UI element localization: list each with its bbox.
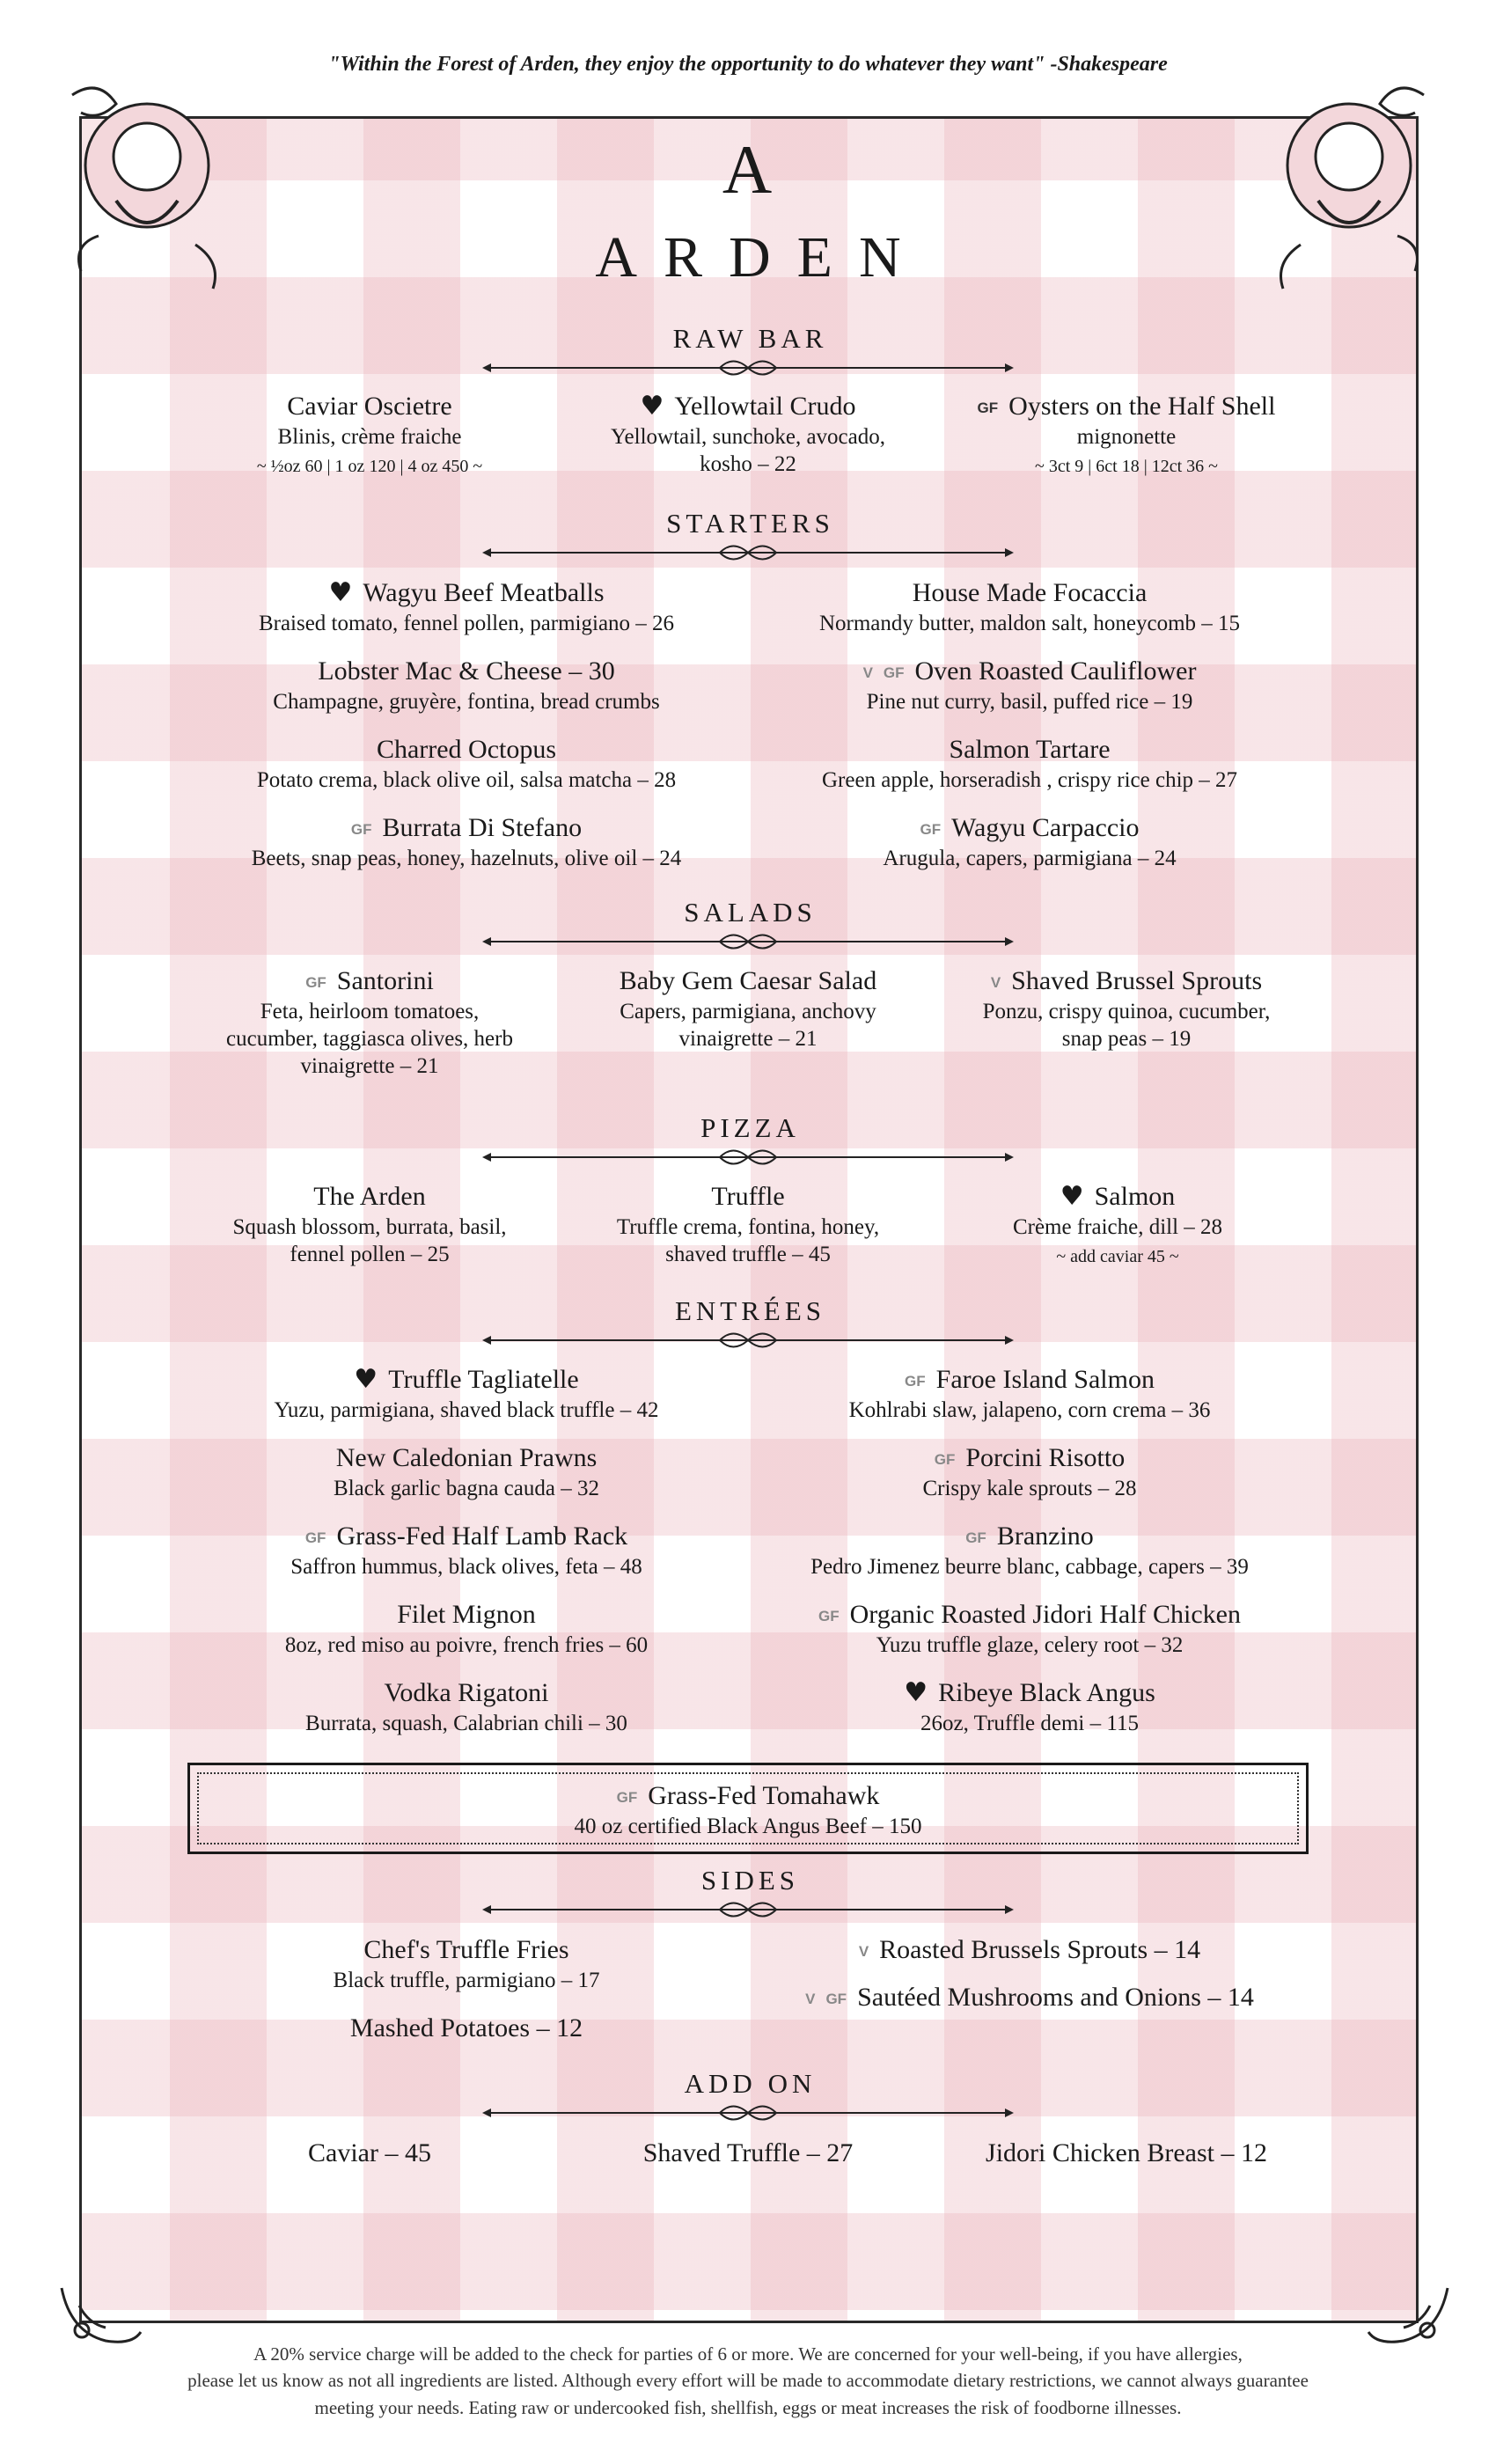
divider-flourish-icon: [482, 1144, 1014, 1170]
item-name: House Made Focaccia: [912, 578, 1148, 607]
vegetarian-badge: V: [858, 1943, 869, 1961]
shakespeare-quote: "Within the Forest of Arden, they enjoy the opportunity to do whatever they want" -Shakespeare: [328, 53, 1168, 76]
item-name: Ribeye Black Angus: [938, 1678, 1155, 1707]
item-name: Faroe Island Salmon: [935, 1365, 1155, 1394]
item-name: Organic Roasted Jidori Half Chicken: [849, 1600, 1241, 1629]
item-desc: Braised tomato, fennel pollen, parmigiano – 26: [258, 611, 675, 635]
item-price: ~ 3ct 9 | 6ct 18 | 12ct 36 ~: [1035, 456, 1218, 476]
menu-item: [739, 811, 1320, 872]
gluten-free-badge: GF: [905, 1373, 926, 1390]
menu-item: [739, 576, 1320, 637]
item-name: Shaved Truffle – 27: [642, 2138, 854, 2167]
menu-item: [757, 1981, 1302, 2014]
heart-icon: ♥: [904, 1677, 928, 1708]
footer-line: A 20% service charge will be added to the check for parties of 6 or more. We are concerned for your well-being, if you have allergies,: [253, 2343, 1243, 2365]
menu-item: [942, 1180, 1294, 1268]
menu-item: [739, 655, 1320, 715]
item-desc: 40 oz certified Black Angus Beef – 150: [574, 1814, 922, 1838]
item-name: Burrata Di Stefano: [382, 813, 583, 842]
item-name: Baby Gem Caesar Salad: [619, 966, 877, 995]
item-desc: Pine nut curry, basil, puffed rice – 19: [866, 689, 1193, 714]
item-name: Truffle: [711, 1182, 785, 1211]
item-name: Grass-Fed Tomahawk: [648, 1781, 880, 1810]
arden-logo-mark: A: [722, 131, 774, 208]
item-name: Shaved Brussel Sprouts: [1011, 966, 1263, 995]
divider-flourish-icon: [482, 539, 1014, 566]
item-desc: cucumber, taggiasca olives, herb: [226, 1026, 513, 1051]
menu-item: [194, 964, 546, 1080]
menu-item: [176, 1598, 757, 1659]
gluten-free-badge: GF: [304, 1529, 326, 1547]
menu-item: [176, 1441, 757, 1502]
item-desc: Feta, heirloom tomatoes,: [260, 999, 480, 1023]
divider-flourish-icon: [482, 1327, 1014, 1353]
menu-item: [194, 390, 546, 478]
heart-icon: ♥: [328, 577, 353, 608]
item-name: The Arden: [313, 1182, 426, 1211]
menu-item: [739, 1598, 1320, 1659]
vegetarian-badge: V: [805, 1991, 816, 2008]
item-name: Porcini Risotto: [965, 1443, 1126, 1472]
menu-item: [176, 1676, 757, 1737]
section-heading-raw-bar: RAW BAR: [672, 323, 828, 354]
gluten-free-badge: GF: [305, 974, 326, 992]
item-desc: snap peas – 19: [1061, 1026, 1192, 1051]
footer-line: meeting your needs. Eating raw or undercooked fish, shellfish, eggs or meat increases the risk of foodborne illnesses.: [314, 2396, 1182, 2418]
section-heading-starters: STARTERS: [666, 508, 834, 539]
gluten-free-badge: GF: [977, 400, 999, 417]
section-heading-pizza: PIZZA: [700, 1112, 800, 1143]
menu-item: [176, 1363, 757, 1424]
menu-item: [942, 964, 1311, 1052]
item-name: Santorini: [336, 966, 434, 995]
item-name: Chef's Truffle Fries: [363, 1935, 569, 1964]
item-desc: Beets, snap peas, honey, hazelnuts, olive oil – 24: [251, 846, 682, 870]
menu-item: [739, 1676, 1320, 1737]
item-desc: Squash blossom, burrata, basil,: [232, 1214, 507, 1239]
gluten-free-badge: GF: [920, 821, 942, 839]
menu-item: [572, 1180, 924, 1268]
footer-line: please let us know as not all ingredients are listed. Although every effort will be made to accommodate dietary restrictions, we cannot always guarantee: [187, 2370, 1309, 2392]
section-heading-add-on: ADD ON: [684, 2068, 817, 2099]
item-name: Charred Octopus: [376, 735, 557, 764]
item-desc: shaved truffle – 45: [665, 1242, 831, 1266]
menu-item: [572, 390, 924, 478]
item-desc: 8oz, red miso au poivre, french fries – 60: [284, 1632, 649, 1657]
item-desc: mignonette: [1076, 424, 1177, 449]
item-desc: Green apple, horseradish , crispy rice chip – 27: [821, 767, 1238, 792]
menu-item: [739, 733, 1320, 794]
item-desc: Black truffle, parmigiano – 17: [333, 1968, 600, 1992]
footer-disclaimer: [88, 2341, 1408, 2421]
item-name: Branzino: [996, 1522, 1094, 1551]
item-name: Caviar Oscietre: [287, 392, 452, 421]
item-name: New Caledonian Prawns: [335, 1443, 598, 1472]
item-desc: Yellowtail, sunchoke, avocado,: [611, 424, 885, 449]
menu-item: [264, 2012, 669, 2045]
menu-item: [187, 1779, 1309, 1840]
menu-item: [176, 576, 757, 637]
item-desc: Blinis, crème fraiche: [277, 424, 462, 449]
menu-item: [942, 390, 1311, 478]
gluten-free-badge: GF: [883, 664, 905, 682]
item-desc: Crispy kale sprouts – 28: [922, 1476, 1137, 1500]
item-desc: Pedro Jimenez beurre blanc, cabbage, capers – 39: [810, 1554, 1249, 1579]
item-desc: Kohlrabi slaw, jalapeno, corn crema – 36: [848, 1397, 1211, 1422]
item-desc: Yuzu truffle glaze, celery root – 32: [876, 1632, 1184, 1657]
menu-item: [176, 733, 757, 794]
item-desc: Truffle crema, fontina, honey,: [616, 1214, 880, 1239]
item-name: Truffle Tagliatelle: [388, 1365, 579, 1394]
menu-item: [194, 2137, 546, 2170]
heart-icon: ♥: [640, 391, 664, 422]
item-desc: vinaigrette – 21: [300, 1054, 439, 1078]
gluten-free-badge: GF: [825, 1991, 847, 2008]
menu-item: [176, 655, 757, 715]
section-heading-salads: SALADS: [684, 897, 817, 928]
menu-item: [264, 1933, 669, 1994]
item-name: Caviar – 45: [308, 2138, 431, 2167]
menu-item: [757, 1933, 1302, 1967]
section-heading-sides: SIDES: [700, 1865, 800, 1896]
menu-item: [572, 964, 924, 1052]
item-name: Mashed Potatoes – 12: [349, 2013, 583, 2042]
item-desc: Arugula, capers, parmigiana – 24: [883, 846, 1177, 870]
heart-icon: ♥: [1060, 1181, 1084, 1212]
item-name: Lobster Mac & Cheese – 30: [318, 656, 615, 686]
menu-item: [942, 2137, 1311, 2170]
item-desc: fennel pollen – 25: [290, 1242, 450, 1266]
item-name: Wagyu Carpaccio: [951, 813, 1140, 842]
item-desc: Ponzu, crispy quinoa, cucumber,: [982, 999, 1271, 1023]
item-price: ~ ½oz 60 | 1 oz 120 | 4 oz 450 ~: [256, 456, 483, 476]
menu-item: [739, 1363, 1320, 1424]
item-desc: kosho – 22: [700, 451, 796, 476]
vegetarian-badge: V: [990, 974, 1001, 992]
gluten-free-badge: GF: [350, 821, 372, 839]
item-name: Grass-Fed Half Lamb Rack: [336, 1522, 628, 1551]
gluten-free-badge: GF: [818, 1608, 840, 1625]
item-name: Wagyu Beef Meatballs: [363, 578, 605, 607]
item-desc: vinaigrette – 21: [678, 1026, 818, 1051]
section-heading-entrees: ENTRÉES: [674, 1295, 826, 1326]
divider-flourish-icon: [482, 2100, 1014, 2126]
item-name: Oven Roasted Cauliflower: [914, 656, 1197, 686]
item-name: Salmon Tartare: [949, 735, 1111, 764]
item-name: Jidori Chicken Breast – 12: [986, 2138, 1267, 2167]
item-desc: Burrata, squash, Calabrian chili – 30: [305, 1711, 627, 1735]
item-name: Salmon: [1094, 1182, 1176, 1211]
menu-item: [176, 1520, 757, 1580]
heart-icon: ♥: [354, 1364, 378, 1395]
divider-flourish-icon: [482, 928, 1014, 955]
item-price: ~ add caviar 45 ~: [1056, 1246, 1179, 1266]
menu-item: [194, 1180, 546, 1268]
item-name: Oysters on the Half Shell: [1008, 392, 1276, 421]
menu-item: [176, 811, 757, 872]
menu-item: [572, 2137, 924, 2170]
item-desc: Saffron hummus, black olives, feta – 48: [290, 1554, 642, 1579]
item-desc: Normandy butter, maldon salt, honeycomb – 15: [818, 611, 1241, 635]
item-desc: 26oz, Truffle demi – 115: [920, 1711, 1139, 1735]
menu-item: [739, 1520, 1320, 1580]
divider-flourish-icon: [482, 1896, 1014, 1923]
item-name: Sautéed Mushrooms and Onions – 14: [857, 1983, 1254, 2012]
gluten-free-badge: GF: [616, 1789, 638, 1807]
item-desc: Capers, parmigiana, anchovy: [620, 999, 876, 1023]
item-name: Yellowtail Crudo: [674, 392, 856, 421]
item-desc: Crème fraiche, dill – 28: [1012, 1214, 1223, 1239]
item-name: Filet Mignon: [397, 1600, 536, 1629]
divider-flourish-icon: [482, 355, 1014, 381]
item-desc: Potato crema, black olive oil, salsa matcha – 28: [256, 767, 677, 792]
menu-item: [739, 1441, 1320, 1502]
arden-wordmark: ARDEN: [595, 225, 928, 290]
gluten-free-badge: GF: [965, 1529, 986, 1547]
item-desc: Champagne, gruyère, fontina, bread crumbs: [273, 689, 660, 714]
item-desc: Black garlic bagna cauda – 32: [334, 1476, 599, 1500]
item-name: Roasted Brussels Sprouts – 14: [879, 1935, 1201, 1964]
item-desc: Yuzu, parmigiana, shaved black truffle – 42: [274, 1397, 659, 1422]
item-name: Vodka Rigatoni: [384, 1678, 549, 1707]
vegetarian-badge: V: [862, 664, 873, 682]
gluten-free-badge: GF: [934, 1451, 956, 1469]
